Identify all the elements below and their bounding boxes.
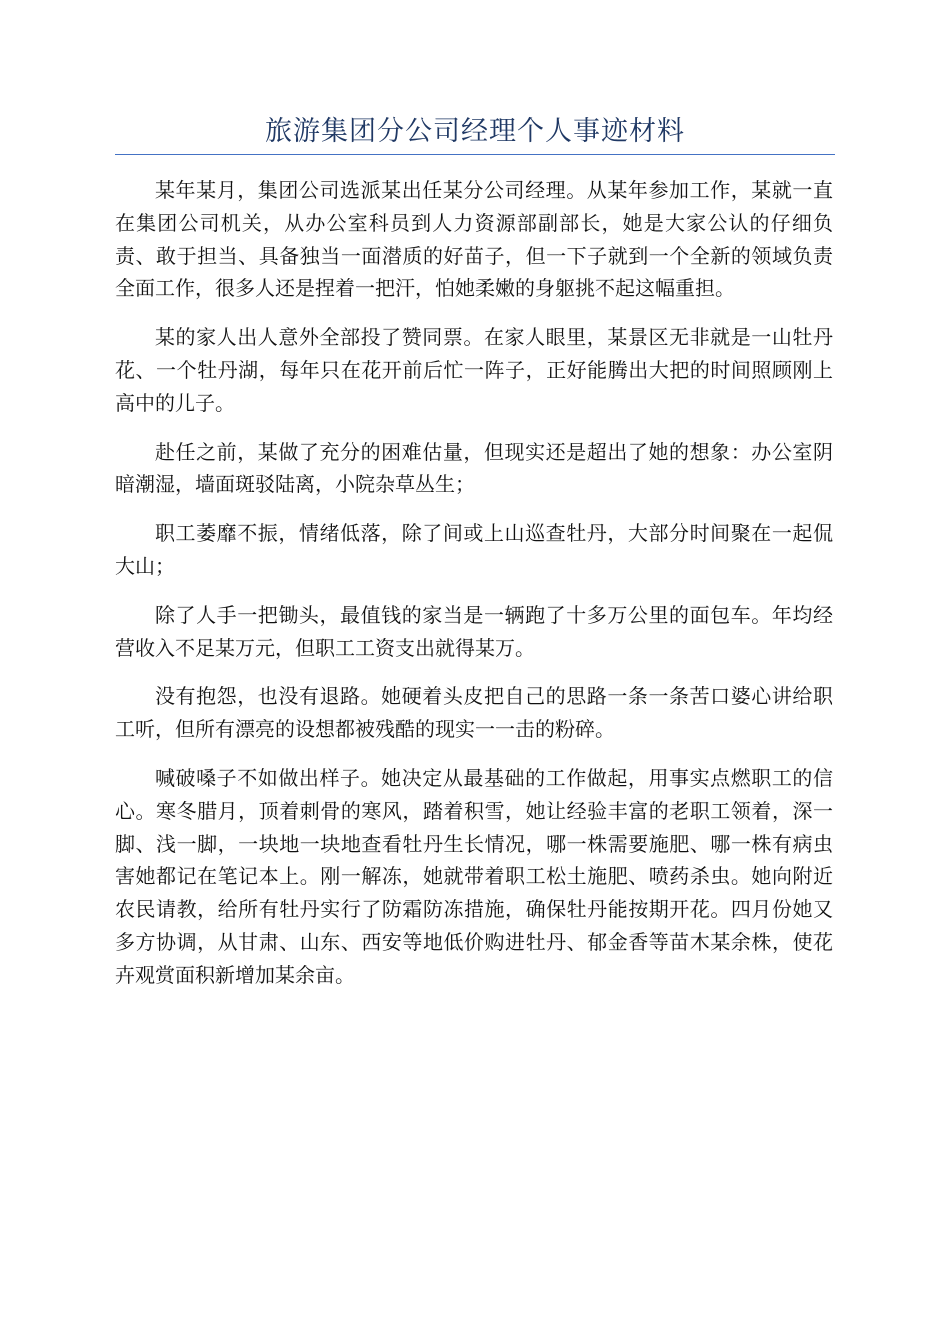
paragraph-7: 喊破嗓子不如做出样子。她决定从最基础的工作做起，用事实点燃职工的信心。寒冬腊月，顶着刺骨的寒风，踏着积雪，她让经验丰富的老职工领着，深一脚、浅一脚，一块地一块地查看牡丹生长情况，哪一株需要施肥、哪一株有病虫害她都记在笔记本上。刚一解冻，她就带着职工松土施肥、喷药杀虫。她向附近农民请教，给所有牡丹实行了防霜防冻措施，确保牡丹能按期开花。四月份她又多方协调，从甘肃、山东、西安等地低价购进牡丹、郁金香等苗木某余株，使花卉观赏面积新增加某余亩。 — [115, 765, 833, 987]
paragraph-5: 除了人手一把锄头，最值钱的家当是一辆跑了十多万公里的面包车。年均经营收入不足某万元，但职工工资支出就得某万。 — [115, 602, 833, 660]
paragraph-2: 某的家人出人意外全部投了赞同票。在家人眼里，某景区无非就是一山牡丹花、一个牡丹湖，每年只在花开前后忙一阵子，正好能腾出大把的时间照顾刚上高中的儿子。 — [115, 325, 833, 415]
paragraph-3: 赴任之前，某做了充分的困难估量，但现实还是超出了她的想象：办公室阴暗潮湿，墙面斑驳陆离，小院杂草丛生； — [115, 439, 833, 497]
paragraph-1: 某年某月，集团公司选派某出任某分公司经理。从某年参加工作，某就一直在集团公司机关，从办公室科员到人力资源部副部长，她是大家公认的仔细负责、敢于担当、具备独当一面潜质的好苗子，但一下子就到一个全新的领域负责全面工作，很多人还是捏着一把汗，怕她柔嫩的身躯挑不起这幅重担。 — [115, 178, 833, 301]
paragraph-4: 职工萎靡不振，情绪低落，除了间或上山巡查牡丹，大部分时间聚在一起侃大山； — [115, 521, 833, 578]
document-title: 旅游集团分公司经理个人事迹材料 — [265, 116, 685, 147]
paragraph-6: 没有抱怨，也没有退路。她硬着头皮把自己的思路一条一条苦口婆心讲给职工听，但所有漂亮的设想都被残酷的现实一一击的粉碎。 — [115, 684, 833, 742]
title-underline — [115, 154, 835, 155]
document-body — [115, 174, 833, 1008]
